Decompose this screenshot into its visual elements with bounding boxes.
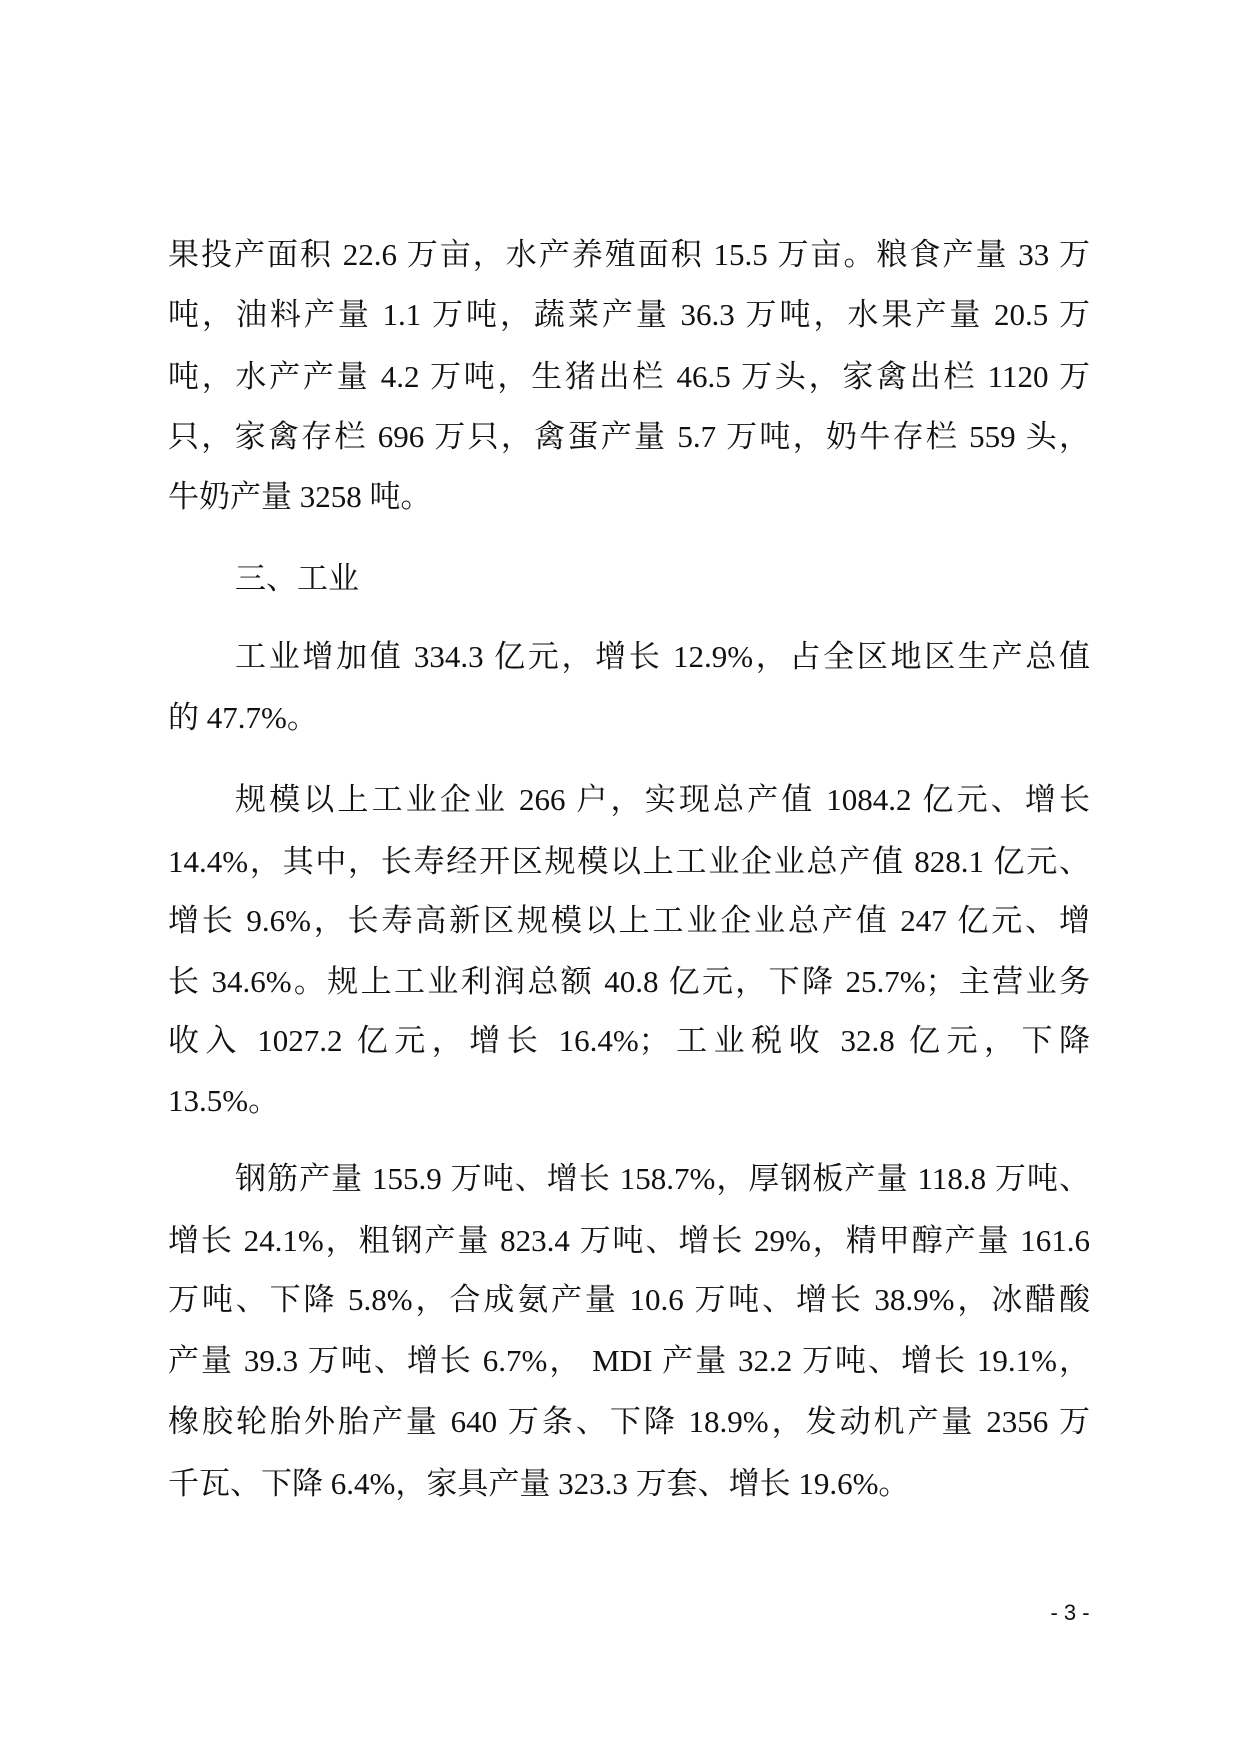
text-line: 工业增加值 334.3 亿元，增长 12.9%，占全区地区生产总值 [235, 639, 1090, 674]
text-line: 千瓦、下降 6.4%，家具产量 323.3 万套、增长 19.6%。 [168, 1466, 910, 1501]
text-line: 只，家禽存栏 696 万只，禽蛋产量 5.7 万吨，奶牛存栏 559 头， [168, 419, 1090, 454]
text-line: 长 34.6%。规上工业利润总额 40.8 亿元，下降 25.7%；主营业务 [168, 964, 1090, 999]
text-line: 增长 24.1%，粗钢产量 823.4 万吨、增长 29%，精甲醇产量 161.6 [168, 1223, 1090, 1258]
text-line: 增长 9.6%，长寿高新区规模以上工业企业总产值 247 亿元、增 [168, 903, 1090, 938]
text-line: 万吨、下降 5.8%，合成氨产量 10.6 万吨、增长 38.9%，冰醋酸 [168, 1282, 1090, 1317]
text-line: 吨，油料产量 1.1 万吨，蔬菜产量 36.3 万吨，水果产量 20.5 万 [168, 297, 1090, 332]
text-line: 产量 39.3 万吨、增长 6.7%， MDI 产量 32.2 万吨、增长 19.1%， [168, 1343, 1090, 1378]
text-line: 14.4%，其中，长寿经开区规模以上工业企业总产值 828.1 亿元、 [168, 844, 1090, 879]
text-line: 吨，水产产量 4.2 万吨，生猪出栏 46.5 万头，家禽出栏 1120 万 [168, 359, 1090, 394]
text-line: 橡胶轮胎外胎产量 640 万条、下降 18.9%，发动机产量 2356 万 [168, 1404, 1090, 1439]
page-number: - 3 - [1050, 1600, 1090, 1625]
text-line: 13.5%。 [168, 1083, 280, 1118]
text-line: 钢筋产量 155.9 万吨、增长 158.7%，厚钢板产量 118.8 万吨、 [235, 1161, 1090, 1196]
text-line: 果投产面积 22.6 万亩，水产养殖面积 15.5 万亩。粮食产量 33 万 [168, 237, 1090, 272]
text-line: 收入 1027.2 亿元，增长 16.4%；工业税收 32.8 亿元，下降 [168, 1023, 1090, 1058]
section-heading: 三、工业 [235, 561, 359, 596]
text-line: 的 47.7%。 [168, 700, 318, 735]
text-line: 牛奶产量 3258 吨。 [168, 479, 432, 514]
text-line: 规模以上工业企业 266 户，实现总产值 1084.2 亿元、增长 [235, 782, 1090, 817]
